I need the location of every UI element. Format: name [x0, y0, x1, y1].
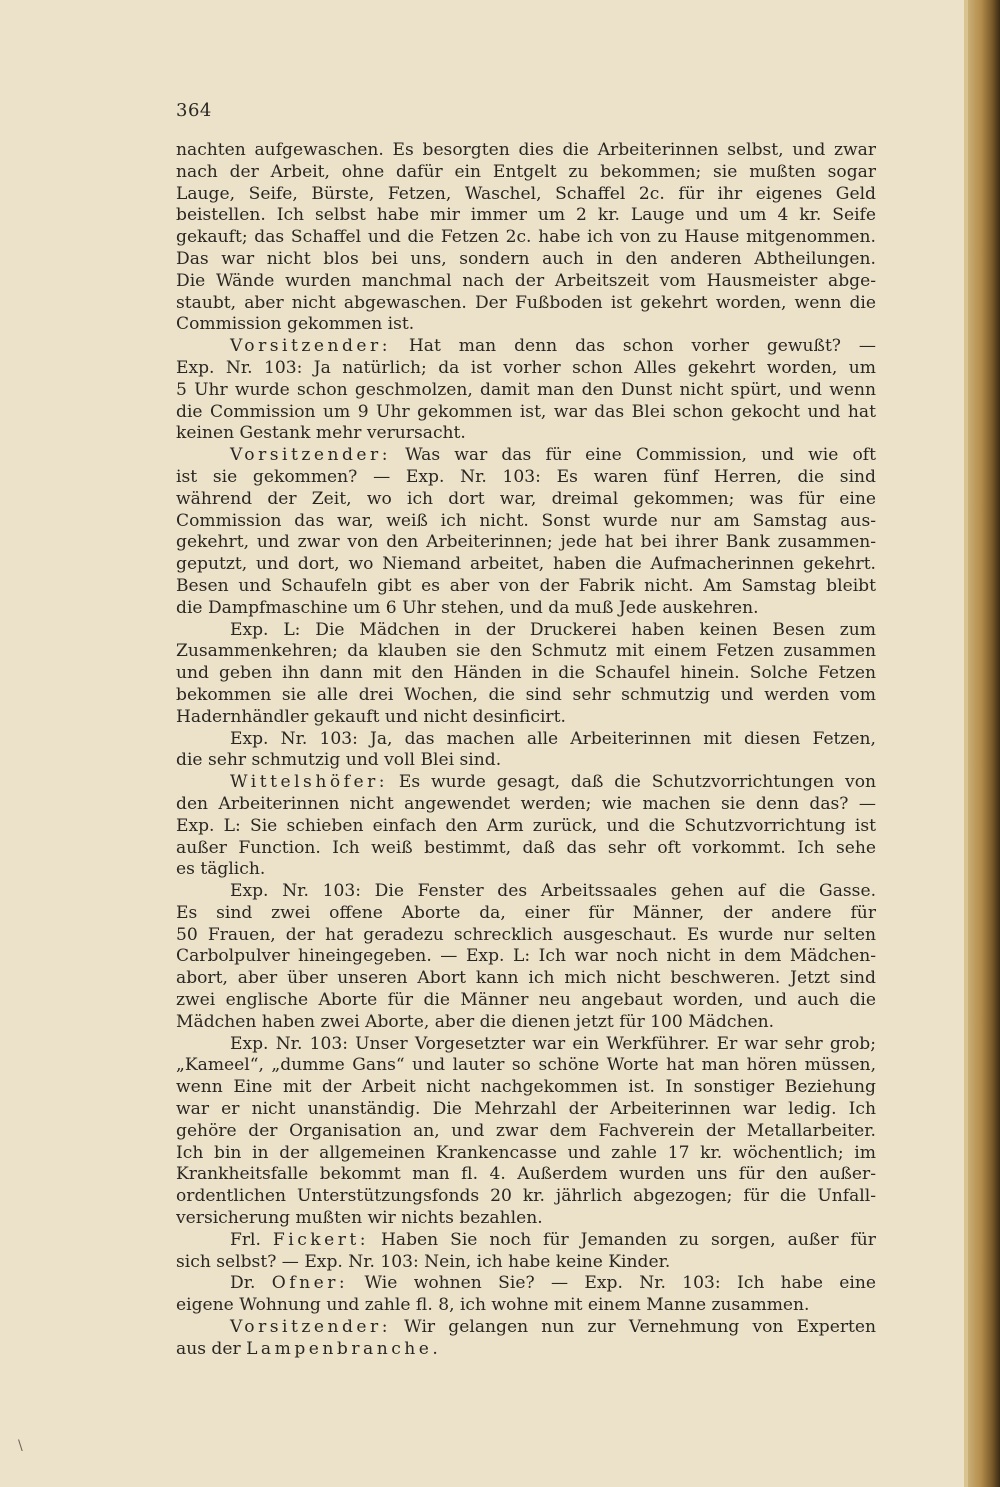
text-line: [176, 1186, 876, 1208]
text-segment: Die Wände wurden manchmal nach der Arbeitszeit vom Hausmeister abge-: [176, 270, 876, 291]
speaker-name: Vorsitzender:: [230, 445, 391, 466]
text-line: [176, 946, 876, 968]
text-line: [176, 620, 876, 642]
text-line: [176, 903, 876, 925]
text-segment: die Dampfmaschine um 6 Uhr stehen, und da muß Jede auskehren.: [176, 597, 759, 618]
text-line: [176, 838, 876, 860]
text-segment: Was war das für eine Commission, und wie oft: [390, 445, 876, 466]
text-line: [176, 467, 876, 489]
text-line: [176, 358, 876, 380]
text-segment: Das war nicht blos bei uns, sondern auch in den anderen Abtheilungen.: [176, 248, 876, 269]
text-segment: Mädchen haben zwei Aborte, aber die dienen jetzt für 100 Mädchen.: [176, 1011, 775, 1032]
text-line: [176, 271, 876, 293]
text-segment: Besen und Schaufeln gibt es aber von der Fabrik nicht. Am Samstag bleibt: [176, 575, 876, 596]
text-line: [176, 162, 876, 184]
text-line: [176, 489, 876, 511]
text-segment: es täglich.: [176, 859, 266, 880]
text-segment: Exp. L: Die Mädchen in der Druckerei haben keinen Besen zum: [230, 619, 876, 640]
text-segment: nach der Arbeit, ohne dafür ein Entgelt zu bekommen; sie mußten sogar: [176, 161, 876, 182]
text-line: [176, 532, 876, 554]
text-segment: nachten aufgewaschen. Es besorgten dies die Arbeiterinnen selbst, und zwar: [176, 140, 876, 160]
text-line: [176, 184, 876, 206]
text-segment: Exp. L: Sie schieben einfach den Arm zurück, und die Schutzvorrichtung ist: [176, 815, 876, 836]
text-segment: beistellen. Ich selbst habe mir immer um 2 kr. Lauge und um 4 kr. Seife: [176, 205, 876, 226]
text-line: [176, 794, 876, 816]
text-segment: während der Zeit, wo ich dort war, dreimal gekommen; was für eine: [176, 488, 876, 509]
text-segment: Krankheitsfalle bekommt man fl. 4. Außerdem wurden uns für den außer-: [176, 1164, 876, 1185]
text-segment: staubt, aber nicht abgewaschen. Der Fußboden ist gekehrt worden, wenn die: [176, 292, 876, 313]
text-segment: Dr.: [230, 1273, 272, 1294]
text-segment: Es sind zwei offene Aborte da, einer für Männer, der andere für: [176, 902, 876, 923]
text-line: [176, 1339, 876, 1361]
text-segment: wenn Eine mit der Arbeit nicht nachgekommen ist. In sonstiger Beziehung: [176, 1077, 876, 1098]
text-segment: Commission gekommen ist.: [176, 314, 415, 335]
page-number: 364: [176, 100, 212, 121]
text-line: [176, 772, 876, 794]
text-line: [176, 249, 876, 271]
text-line: [176, 576, 876, 598]
text-line: [176, 380, 876, 402]
text-line: [176, 816, 876, 838]
text-segment: ist sie gekommen? — Exp. Nr. 103: Es waren fünf Herren, die sind: [176, 466, 876, 487]
text-segment: gekauft; das Schaffel und die Fetzen 2c. habe ich von zu Hause mitgenommen.: [176, 227, 876, 248]
text-segment: Frl.: [230, 1229, 273, 1250]
text-line: [176, 641, 876, 663]
speaker-name: Wittelshöfer:: [230, 772, 389, 793]
text-segment: abort, aber über unseren Abort kann ich mich nicht beschweren. Jetzt sind: [176, 968, 876, 989]
text-line: [176, 881, 876, 903]
text-line: [176, 293, 876, 315]
text-line: [176, 1034, 876, 1056]
text-line: [176, 663, 876, 685]
text-line: [176, 423, 876, 445]
text-line: [176, 402, 876, 424]
text-segment: die Commission um 9 Uhr gekommen ist, war das Blei schon gekocht und hat: [176, 401, 876, 422]
text-segment: den Arbeiterinnen nicht angewendet werden; wie machen sie denn das? —: [176, 793, 876, 814]
text-line: [176, 445, 876, 467]
text-segment: „Kameel“, „dumme Gans“ und lauter so schöne Worte hat man hören müssen,: [176, 1055, 876, 1076]
text-line: [176, 707, 876, 729]
book-spine: [968, 0, 1000, 1487]
text-segment: gekehrt, und zwar von den Arbeiterinnen; jede hat bei ihrer Bank zusammen-: [176, 532, 876, 553]
text-line: [176, 859, 876, 881]
text-line: [176, 1143, 876, 1165]
text-segment: Carbolpulver hineingegeben. — Exp. L: Ich war noch nicht in dem Mädchen-: [176, 946, 876, 967]
text-line: [176, 511, 876, 533]
text-segment: ordentlichen Unterstützungsfonds 20 kr. jährlich abgezogen; für die Unfall-: [176, 1186, 876, 1207]
text-segment: Exp. Nr. 103: Unser Vorgesetzter war ein Werkführer. Er war sehr grob;: [230, 1033, 876, 1054]
text-line: [176, 1012, 876, 1034]
text-segment: keinen Gestank mehr verursacht.: [176, 423, 466, 444]
text-segment: eigene Wohnung und zahle fl. 8, ich wohne mit einem Manne zusammen.: [176, 1295, 810, 1316]
text-line: [176, 925, 876, 947]
speaker-name: Fickert:: [272, 1229, 370, 1250]
text-line: [176, 1252, 876, 1274]
text-line: [176, 750, 876, 772]
speaker-name: Vorsitzender:: [230, 336, 391, 357]
text-line: [176, 1273, 876, 1295]
text-segment: aus der: [176, 1338, 247, 1359]
text-segment: 5 Uhr wurde schon geschmolzen, damit man den Dunst nicht spürt, und wenn: [176, 379, 876, 400]
text-line: [176, 1077, 876, 1099]
text-line: [176, 336, 876, 358]
text-line: [176, 1295, 876, 1317]
text-segment: außer Function. Ich weiß bestimmt, daß das sehr oft vorkommt. Ich sehe: [176, 837, 876, 858]
text-segment: war er nicht unanständig. Die Mehrzahl der Arbeiterinnen war ledig. Ich: [176, 1099, 876, 1120]
text-line: [176, 1164, 876, 1186]
speaker-name: Lampenbranche.: [246, 1338, 442, 1359]
margin-mark: \: [18, 1438, 23, 1454]
text-segment: Exp. Nr. 103: Ja, das machen alle Arbeiterinnen mit diesen Fetzen,: [230, 728, 876, 749]
text-line: [176, 1121, 876, 1143]
body-text: [176, 140, 876, 1361]
text-segment: versicherung mußten wir nichts bezahlen.: [176, 1208, 543, 1229]
text-segment: Wie wohnen Sie? — Exp. Nr. 103: Ich habe eine: [348, 1273, 876, 1294]
text-segment: gehöre der Organisation an, und zwar dem Fachverein der Metallarbeiter.: [176, 1120, 876, 1141]
speaker-name: Vorsitzender:: [230, 1317, 391, 1338]
text-segment: Zusammenkehren; da klauben sie den Schmutz mit einem Fetzen zusammen: [176, 641, 876, 662]
text-line: [176, 227, 876, 249]
text-segment: Haben Sie noch für Jemanden zu sorgen, außer für: [369, 1229, 876, 1250]
text-line: [176, 729, 876, 751]
speaker-name: Ofner:: [271, 1273, 349, 1294]
text-segment: Wir gelangen nun zur Vernehmung von Experten: [390, 1317, 876, 1338]
text-segment: Hat man denn das schon vorher gewußt? —: [390, 336, 876, 357]
text-segment: die sehr schmutzig und voll Blei sind.: [176, 750, 502, 771]
text-segment: bekommen sie alle drei Wochen, die sind sehr schmutzig und werden vom: [176, 684, 876, 705]
text-line: [176, 1230, 876, 1252]
text-line: [176, 1317, 876, 1339]
text-segment: Es wurde gesagt, daß die Schutzvorrichtungen von: [388, 772, 876, 793]
text-line: [176, 205, 876, 227]
text-segment: 50 Frauen, der hat geradezu schrecklich ausgeschaut. Es wurde nur selten: [176, 924, 876, 945]
text-segment: und geben ihn dann mit den Händen in die Schaufel hinein. Solche Fetzen: [176, 663, 876, 684]
text-segment: Exp. Nr. 103: Ja natürlich; da ist vorher schon Alles gekehrt worden, um: [176, 357, 876, 378]
text-line: [176, 140, 876, 162]
text-segment: Ich bin in der allgemeinen Krankencasse und zahle 17 kr. wöchentlich; im: [176, 1142, 876, 1163]
text-segment: Exp. Nr. 103: Die Fenster des Arbeitssaales gehen auf die Gasse.: [230, 881, 876, 902]
text-line: [176, 314, 876, 336]
text-line: [176, 1208, 876, 1230]
text-line: [176, 1055, 876, 1077]
text-line: [176, 554, 876, 576]
text-segment: Commission das war, weiß ich nicht. Sonst wurde nur am Samstag aus-: [176, 510, 876, 531]
text-line: [176, 968, 876, 990]
text-segment: zwei englische Aborte für die Männer neu angebaut worden, und auch die: [176, 990, 876, 1011]
text-line: [176, 990, 876, 1012]
text-line: [176, 685, 876, 707]
text-line: [176, 1099, 876, 1121]
text-segment: sich selbst? — Exp. Nr. 103: Nein, ich habe keine Kinder.: [176, 1251, 671, 1272]
text-segment: Hadernhändler gekauft und nicht desinficirt.: [176, 706, 566, 727]
text-segment: Lauge, Seife, Bürste, Fetzen, Waschel, Schaffel 2c. für ihr eigenes Geld: [176, 183, 876, 204]
text-segment: geputzt, und dort, wo Niemand arbeitet, haben die Aufmacherinnen gekehrt.: [176, 554, 876, 575]
text-line: [176, 598, 876, 620]
